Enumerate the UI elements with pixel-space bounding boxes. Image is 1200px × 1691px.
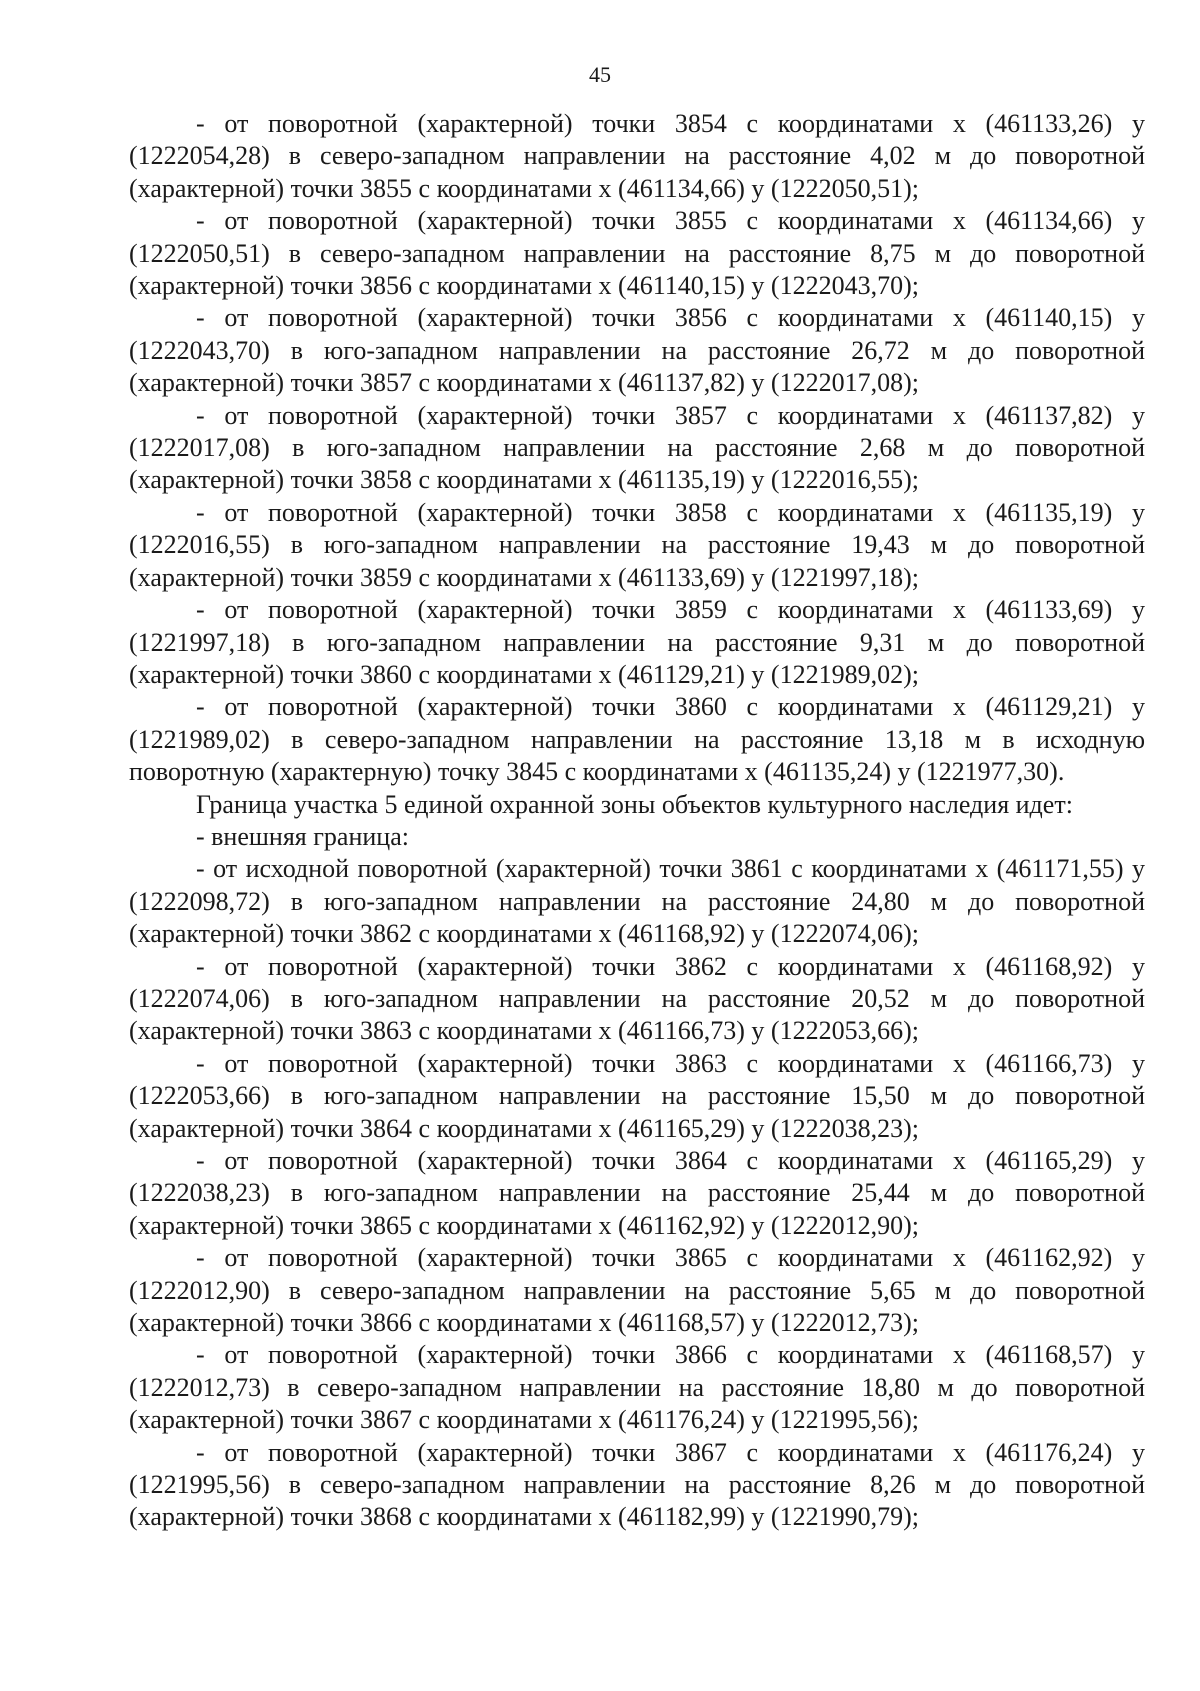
paragraph-point-3858: - от поворотной (характерной) точки 3858 с координатами x (461135,19) у (1222016,55) в юго-западном направлении на расстояние 19,43 м до поворотной (характерной) точки 3859 с координатами x (461133,69) у (1221997,18); <box>129 497 1145 592</box>
section-heading-zone-5: Граница участка 5 единой охранной зоны объектов культурного наследия идет: <box>196 789 1073 819</box>
paragraph-point-3857: - от поворотной (характерной) точки 3857 с координатами x (461137,82) у (1222017,08) в юго-западном направлении на расстояние 2,68 м до поворотной (характерной) точки 3858 с координатами x (461135,19) у (1222016,55); <box>129 400 1145 495</box>
paragraph-point-3860: - от поворотной (характерной) точки 3860 с координатами x (461129,21) у (1221989,02) в северо-западном направлении на расстояние 13,18 м в исходную поворотную (характерную) точку 3845 с координатами x (461135,24) у (1221977,30). <box>129 692 1145 787</box>
paragraph-point-3863: - от поворотной (характерной) точки 3863 с координатами x (461166,73) у (1222053,66) в юго-западном направлении на расстояние 15,50 м до поворотной (характерной) точки 3864 с координатами x (461165,29) у (1222038,23); <box>129 1048 1145 1143</box>
paragraph-point-3855: - от поворотной (характерной) точки 3855 с координатами x (461134,66) у (1222050,51) в северо-западном направлении на расстояние 8,75 м до поворотной (характерной) точки 3856 с координатами x (461140,15) у (1222043,70); <box>129 206 1145 301</box>
paragraph-point-3866: - от поворотной (характерной) точки 3866 с координатами x (461168,57) у (1222012,73) в северо-западном направлении на расстояние 18,80 м до поворотной (характерной) точки 3867 с координатами x (461176,24) у (1221995,56); <box>129 1340 1145 1435</box>
document-body <box>129 108 1145 1534</box>
paragraph-point-3862: - от поворотной (характерной) точки 3862 с координатами x (461168,92) у (1222074,06) в юго-западном направлении на расстояние 20,52 м до поворотной (характерной) точки 3863 с координатами x (461166,73) у (1222053,66); <box>129 951 1145 1046</box>
paragraph-point-3865: - от поворотной (характерной) точки 3865 с координатами x (461162,92) у (1222012,90) в северо-западном направлении на расстояние 5,65 м до поворотной (характерной) точки 3866 с координатами x (461168,57) у (1222012,73); <box>129 1243 1145 1338</box>
subheading-outer-boundary: - внешняя граница: <box>196 821 409 851</box>
page-number: 45 <box>589 62 611 87</box>
paragraph-point-3861: - от исходной поворотной (характерной) точки 3861 с координатами x (461171,55) у (1222098,72) в юго-западном направлении на расстояние 24,80 м до поворотной (характерной) точки 3862 с координатами x (461168,92) у (1222074,06); <box>129 854 1145 949</box>
paragraph-point-3854: - от поворотной (характерной) точки 3854 с координатами x (461133,26) у (1222054,28) в северо-западном направлении на расстояние 4,02 м до поворотной (характерной) точки 3855 с координатами x (461134,66) у (1222050,51); <box>129 109 1145 203</box>
paragraph-point-3856: - от поворотной (характерной) точки 3856 с координатами x (461140,15) у (1222043,70) в юго-западном направлении на расстояние 26,72 м до поворотной (характерной) точки 3857 с координатами x (461137,82) у (1222017,08); <box>129 303 1145 398</box>
paragraph-point-3859: - от поворотной (характерной) точки 3859 с координатами x (461133,69) у (1221997,18) в юго-западном направлении на расстояние 9,31 м до поворотной (характерной) точки 3860 с координатами x (461129,21) у (1221989,02); <box>129 595 1145 689</box>
paragraph-point-3867: - от поворотной (характерной) точки 3867 с координатами x (461176,24) у (1221995,56) в северо-западном направлении на расстояние 8,26 м до поворотной (характерной) точки 3868 с координатами x (461182,99) у (1221990,79); <box>129 1437 1145 1532</box>
paragraph-point-3864: - от поворотной (характерной) точки 3864 с координатами x (461165,29) у (1222038,23) в юго-западном направлении на расстояние 25,44 м до поворотной (характерной) точки 3865 с координатами x (461162,92) у (1222012,90); <box>129 1146 1145 1240</box>
